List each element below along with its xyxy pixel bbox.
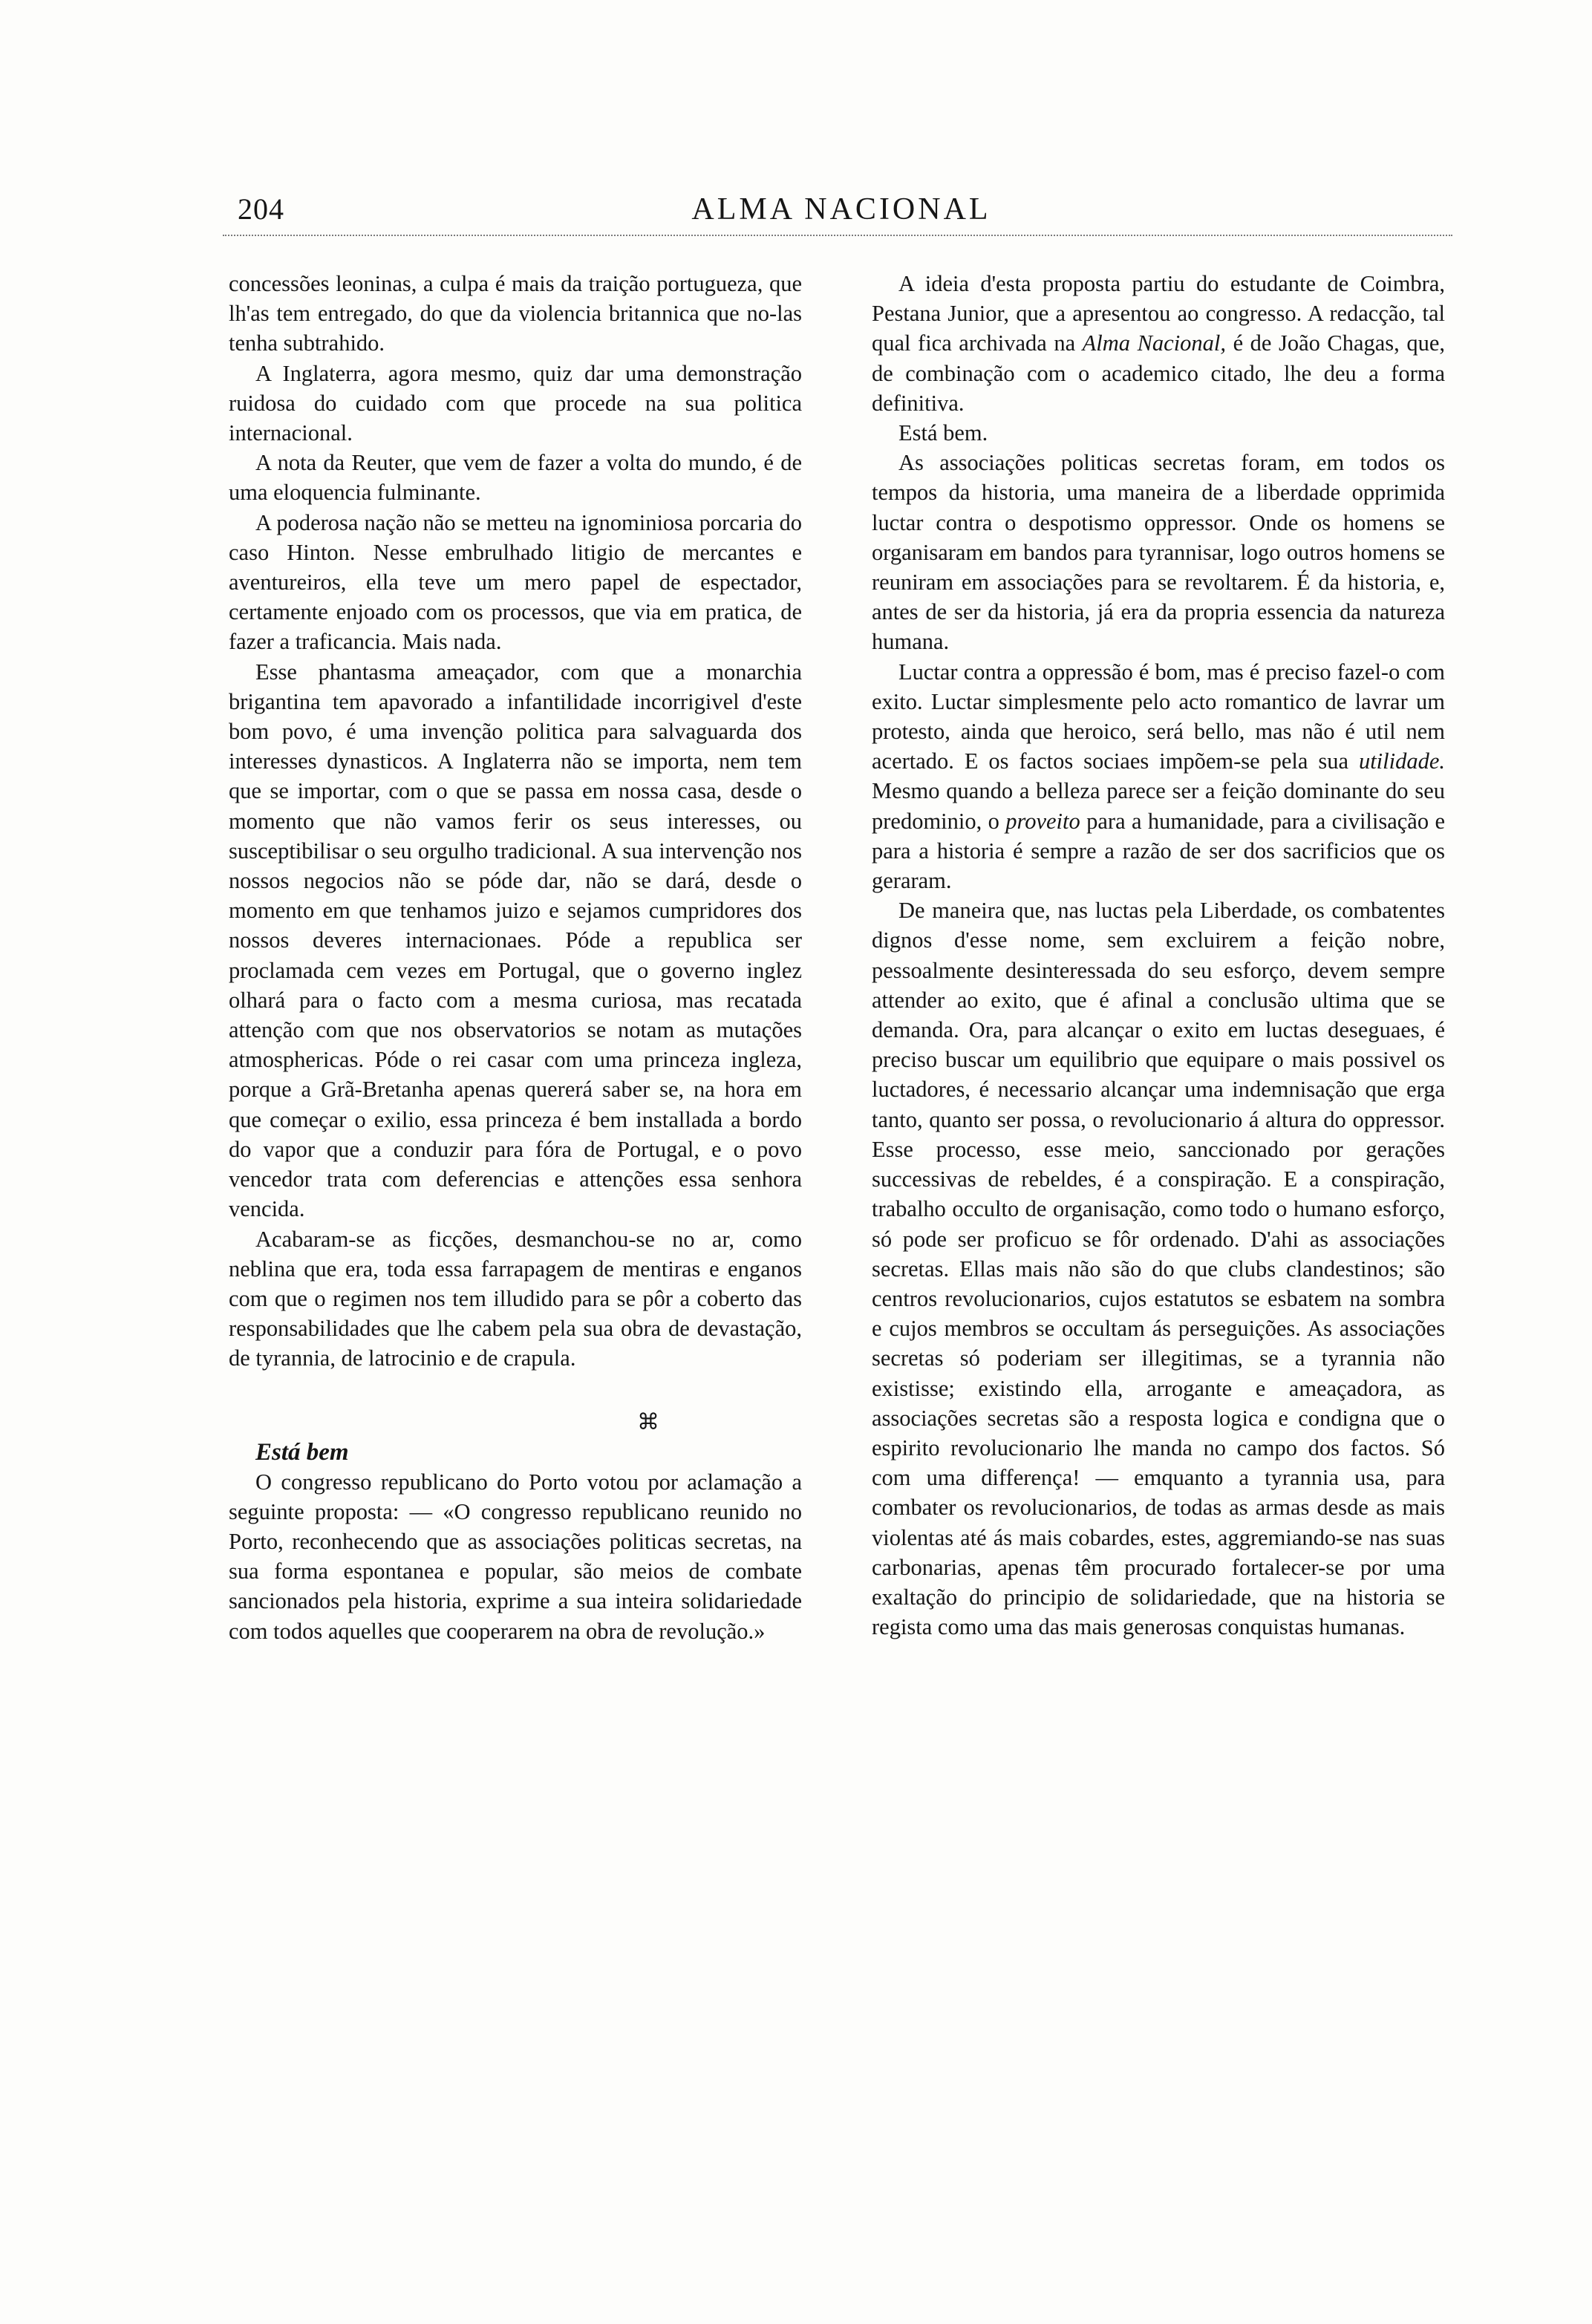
- paragraph: A nota da Reuter, que vem de fazer a volta do mundo, é de uma eloquencia fulminante.: [229, 450, 802, 506]
- text-run: A ideia d'esta proposta partiu do estudante de Coimbra, Pestana Junior, que a apresentou ao congresso. A redacção, tal qual fica archivada na: [872, 271, 1445, 356]
- emphasis: proveito: [1005, 808, 1080, 834]
- text-run: para a humanidade, para a civilisação e para a historia é sempre a razão de ser dos sacrificios que os geraram.: [872, 808, 1445, 894]
- page-number: 204: [238, 192, 284, 226]
- paragraph: As associações politicas secretas foram, em todos os tempos da historia, uma maneira de a liberdade opprimida luctar contra o despotismo oppressor. Onde os homens se organisaram em bandos para tyrannisar, logo outros homens se reuniram em associações para se revoltarem. É da historia, e, antes de ser da historia, já era da propria essencia da natureza humana.: [872, 450, 1445, 655]
- paragraph: concessões leoninas, a culpa é mais da traição portugueza, que lh'as tem entregado, do que da violencia britannica que no-las tenha subtrahido.: [229, 271, 802, 356]
- emphasis: utilidade.: [1358, 748, 1445, 774]
- paragraph: O congresso republicano do Porto votou por aclamação a seguinte proposta: — «O congresso republicano reunido no Porto, reconhecendo que as associações politicas secretas, na sua forma espontanea e popular, são meios de combate sancionados pela historia, exprime a sua inteira solidariedade com todos aquelles que cooperarem na obra de revolução.»: [229, 1469, 802, 1644]
- section-title: Está bem: [255, 1438, 349, 1466]
- running-title: ALMA NACIONAL: [691, 192, 991, 226]
- paragraph: Esse phantasma ameaçador, com que a monarchia brigantina tem apavorado a infantilidade incorrigivel d'este bom povo, é uma invenção politica para salvaguarda dos interesses dynasticos. A Inglaterra não se importa, nem tem que se importar, com o que se passa em nossa casa, desde o momento que não vamos ferir os seus interesses, ou susceptibilisar o seu orgulho tradicional. A sua intervenção nos nossos negocios não se póde dar, não se dará, desde o momento em que tenhamos juizo e sejamos cumpridores dos nossos deveres internacionaes. Póde a republica ser proclamada cem vezes em Portugal, que o governo inglez olhará para o facto com a mesma curiosa, mas recatada attenção com que nos observatorios se notam as mutações atmosphericas. Póde o rei casar com uma princeza ingleza, porque a Grã-Bretanha apenas quererá saber se, na hora em que começar o exilio, essa princeza é bem installada a bordo do vapor que a conduzir para fóra de Portugal, e o povo vencedor trata com deferencias e attenções essa senhora vencida.: [229, 659, 802, 1222]
- paragraph: A poderosa nação não se metteu na ignominiosa porcaria do caso Hinton. Nesse embrulhado litigio de mercantes e aventureiros, ella teve um mero papel de espectador, certamente enjoado com os processos, que via em pratica, de fazer a traficancia. Mais nada.: [229, 509, 802, 655]
- paragraph: [872, 657, 1445, 896]
- paragraph: De maneira que, nas luctas pela Liberdade, os combatentes dignos d'esse nome, sem excluirem a feição nobre, pessoalmente desinteressada do seu esforço, devem sempre attender ao exito, que é afinal a conclusão ultima que se demanda. Ora, para alcançar o exito em luctas deseguaes, é preciso buscar um equilibrio que equipare o mais possivel os luctadores, é necessario alcançar uma indemnisação que erga tanto, quanto ser possa, o revolucionario á altura do oppressor. Esse processo, esse meio, sanccionado por gerações successivas de rebeldes, é a conspiração. E a conspiração, trabalho occulto de organisação, como todo o humano esforço, só pode ser proficuo se fôr ordenado. D'ahi as associações secretas. Ellas mais não são do que clubs clandestinos; são centros revolucionarios, cujos estatutos se esbatem na sombra e cujos membros se occultam ás perseguições. As associações secretas só poderiam ser illegitimas, se a tyrannia não existisse; existindo ella, arrogante e ameaçadora, as associações secretas são a resposta logica e condigna que o espirito revolucionario lhe manda no campo dos factos. Só com uma differença! — emquanto a tyrannia usa, para combater os revolucionarios, de todas as armas desde as mais violentas até ás mais cobardes, estes, aggremiando-se nas suas carbonarias, apenas têm procurado fortalecer-se por uma exaltação do principio de solidariedade, que na historia se regista como uma das mais generosas conquistas humanas.: [872, 898, 1445, 1640]
- header-rule: [223, 235, 1452, 236]
- publication-title: Alma Nacional,: [1082, 330, 1227, 356]
- text-run: é de João Chagas, que, de combinação com o academico citado, lhe deu a forma definitiva.: [872, 330, 1445, 416]
- paragraph: A Inglaterra, agora mesmo, quiz dar uma demonstração ruidosa do cuidado com que procede na sua politica internacional.: [229, 360, 802, 446]
- paragraph: Está bem.: [898, 420, 988, 446]
- page-header: [215, 192, 1467, 236]
- text-run: Mesmo quando a belleza parece ser a feição dominante do seu predominio, o: [872, 778, 1445, 834]
- paragraph: Acabaram-se as ficções, desmanchou-se no ar, como neblina que era, toda essa farrapagem de mentiras e enganos com que o regimen nos tem illudido para se pôr a coberto das responsabilidades que lhe cabem pela sua obra de devastação, de tyrannia, de latrocinio e de crapula.: [229, 1226, 802, 1371]
- section-ornament-icon: ⌘: [637, 1409, 659, 1434]
- left-column: [229, 269, 802, 1646]
- paragraph: [872, 269, 1445, 418]
- text-run: Luctar contra a oppressão é bom, mas é preciso fazel-o com exito. Luctar simplesmente pelo acto romantico de lavrar um protesto, ainda que heroico, será bello, mas não é util nem acertado. E os factos sociaes impõem-se pela sua: [872, 659, 1445, 774]
- right-column: [872, 269, 1445, 1642]
